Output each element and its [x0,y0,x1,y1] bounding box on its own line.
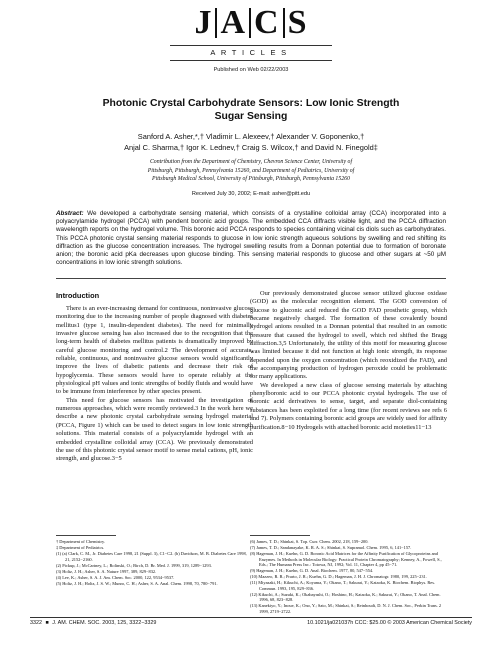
reference-item: (8) Hageman, J. H.; Kuehn, G. D. Boronic Acid Matrices for the Affinity Purification of Glycoproteins and Enzymes. In Methods in Molecular Biology: Practical Protein Chromatography; Kenney, A., Fowell, S., Eds.; The Humana Press Inc.: Totowa, NJ, 1992; Vol. 11, Chapter 4, pp 45−71. [250,550,442,568]
body-paragraph: We developed a new class of glucose sensing materials by attaching phenylboronic acid to our PCCA photonic crystal hydrogels. The use of boronic acid derivatives to sense, target, and separate diol-containing substances has been exploited for a long time (for recent reviews see refs 6 and 7). Polymers containing boronic acid groups are widely used for affinity purification.8−10 Hydrogels with attached boronic acid moieties11−13 [250,381,447,431]
footnote-department: † Department of Chemistry. [56,539,105,544]
page-number: 3322 [30,620,42,626]
jacs-logo [0,4,502,42]
affiliation-line-3: Pittsburgh Medical School, University of Pittsburgh, Pittsburgh, Pennsylvania 15260 [152,176,350,183]
articles-section-label: ARTICLES [210,48,292,57]
affiliation-line-1: Contribution from the Department of Chemistry, Chevron Science Center, University of [149,159,353,165]
masthead-bottom-rule [170,60,332,61]
reference-item: (7) James, T. D.; Sandanayake, K. R. A. S.; Shinkai, S. Supramol. Chem. 1995, 6, 141−157. [250,544,412,550]
article-title [40,97,462,123]
reference-item: (6) James, T. D.; Shinkai, S. Top. Curr. Chem. 2002, 218, 159−200. [250,539,369,544]
reference-item: (1) (a) Clark, C. M., Jr. Diabetes Care 1998, 21 (Suppl. 3), C1−C2. (b) Davidson, M. B. Diabetes Care 1998, 21, 2152−2160. [56,550,247,562]
footnotes-left [56,539,253,586]
footer-doi: 10.1021/ja021037h CCC: $25.00 © 2003 American Chemical Society [307,620,472,626]
logo-letter-j: J [194,4,213,41]
masthead-top-rule [170,45,332,46]
authors-line-1: Sanford A. Asher,*,† Vladimir L. Alexeev,† Alexander V. Goponenko,† [137,132,365,141]
footnote-rule-right [250,535,310,536]
logo-letter-s: S [287,4,308,41]
body-column-right [250,290,447,432]
body-paragraph: This need for glucose sensors has motivated the investigation of numerous approaches, which were recently reviewed.3 In the work here we describe a new photonic crystal carbohydrate sensing hydrogel material (PCCA, Figure 1) which can be used to detect sugars in low ionic strength solutions. This material consists of a polyacrylamide hydrogel with an embedded crystalline colloidal array (CCA). We previously demonstrated the use of this photonic crystal sensor motif to sense metal cations, pH, ionic strength, and glucose.3−5 [56,396,253,463]
authors-line-2: Anjal C. Sharma,† Igor K. Lednev,† Craig S. Wilcox,† and David N. Finegold‡ [124,143,378,152]
footnote-department: ‡ Department of Pediatrics. [56,544,105,550]
footnote-rule-left [56,535,116,536]
body-paragraph: There is an ever-increasing demand for continuous, noninvasive glucose monitoring due to the increasing number of people diagnosed with diabetes mellitus1 (type 1, insulin-dependent diabetes). The need for minimally invasive glucose sensing has also increased due to the recognition that the long-term health of diabetes mellitus patients is dramatically improved by careful glucose monitoring and control.2 The development of accurate, reliable, continuous, and noninvasive glucose sensors would significantly improve the lives of diabetic patients and decrease their risk of hypoglycemia. These sensors would have to operate reliably at the physiological pH values and ionic strengths of bodily fluids and would have to be immune from interference by other species present. [56,305,253,396]
logo-bar [249,8,251,38]
reference-item: (2) Pickup, J.; McCartney, L.; Rolinski, O.; Birch, D. Br. Med. J. 1999, 319, 1289−1293. [56,562,212,568]
body-column-left [56,290,253,464]
abstract [56,210,446,267]
abstract-text: We developed a carbohydrate sensing material, which consists of a crystalline colloidal array (CCA) incorporated into a polyacrylamide hydrogel (PCCA) with pendent boronic acid groups. The embedded CCA diffracts visible light, and the PCCA diffraction wavelength reports on the hydrogel volume. This boronic acid PCCA responds to species containing vicinal cis diols such as carbohydrates. This PCCA photonic crystal sensing material responds to glucose in low ionic strength aqueous solutions by swelling and red shifting its diffraction as the glucose concentration increases. The hydrogel swelling results from a Donnan potential due to formation of boronate anion; the boronic acid pKa decreases upon glucose binding. This sensing material responds to glucose and other sugars at ~50 μM concentrations in low ionic strength solutions. [56,210,446,267]
body-paragraph: Our previously demonstrated glucose sensor utilized glucose oxidase (GOD) as the molecular recognition element. The GOD conversion of glucose to gluconic acid reduced the GOD FAD prosthetic group, which became negatively charged. The formation of these covalently bound hydrogel anions resulted in a Donnan potential that resulted in an osmotic pressure that caused the hydrogel to swell, which red shifted the Bragg diffraction.3,5 Unfortunately, the utility of this motif for measuring glucose was limited because it did not function at high ionic strength, its response depended upon the oxygen concentration (which reoxidized the FAD), and the accompanying production of hydrogen peroxide could be problematic for many applications. [250,290,447,381]
footnotes-right [250,539,447,615]
logo-bar [283,8,285,38]
reference-item: (4) Lee, K.; Asher, S. A. J. Am. Chem. Soc. 2000, 122, 9534−9537. [56,574,175,580]
logo-letter-a: A [220,4,247,41]
logo-bar [215,8,217,38]
published-date: Published on Web 02/22/2003 [213,67,289,73]
abstract-divider [56,278,446,279]
journal-masthead [0,4,502,42]
journal-citation: J. AM. CHEM. SOC. 2003, 125, 3322−3329 [52,620,157,626]
author-list [30,131,472,153]
reference-item: (12) Kikuchi, A.; Suzuki, K.; Okabayashi, O.; Hoshino, H.; Kataoka, K.; Sakurai, Y.; Okano, T. Anal. Chem. 1996, 68, 823−828. [250,591,441,603]
reference-item: (13) Kanekiyo, Y.; Inoue, K.; Ono, Y.; Sato, M.; Shinkai, S.; Reinhoudt, D. N. J. Chem. Soc., Perkin Trans. 2 1999, 2719−2722. [250,603,442,614]
received-date: Received July 30, 2002; E-mail: asher@pitt.edu [191,191,311,197]
reference-item: (10) Mazzeo, R. R.; Prarto, J. R.; Kuehn, G. D.; Hageman, J. H. J. Chromatogr. 1980, 199, 225−231. [250,574,427,580]
title-line-2: Sugar Sensing [214,111,288,122]
footer-bullet: ■ [45,620,49,626]
reference-item: (9) Hageman, J. H.; Kuehn, G. D. Anal. Biochem. 1977, 80, 547−554. [250,568,374,574]
reference-item: (5) Holtz, J. H.; Holtz, J. S. W.; Munro, C. H.; Asher, S. A. Anal. Chem. 1998, 70, 780−791. [56,580,218,586]
footer-rule [30,617,472,618]
logo-letter-c: C [254,4,280,41]
section-heading-introduction: Introduction [56,291,100,300]
reference-item: (3) Holtz, J. H.; Asher, S. A. Nature 1997, 389, 829−832. [56,568,157,574]
footer-page-info [30,620,156,626]
affiliations [40,158,462,184]
affiliation-line-2: Pittsburgh, Pittsburgh, Pennsylvania 15260, and Department of Pediatrics, University of [147,167,355,174]
abstract-label: Abstract: [56,210,84,217]
title-line-1: Photonic Crystal Carbohydrate Sensors: Low Ionic Strength [102,98,400,109]
reference-item: (11) Miyazaki, H.; Kikuchi, A.; Koyama, Y.; Okano, T.; Sakurai, Y.; Kataoka, K. Biochem. Biophys. Res. Commun. 1993, 195, 829−836. [250,580,436,591]
